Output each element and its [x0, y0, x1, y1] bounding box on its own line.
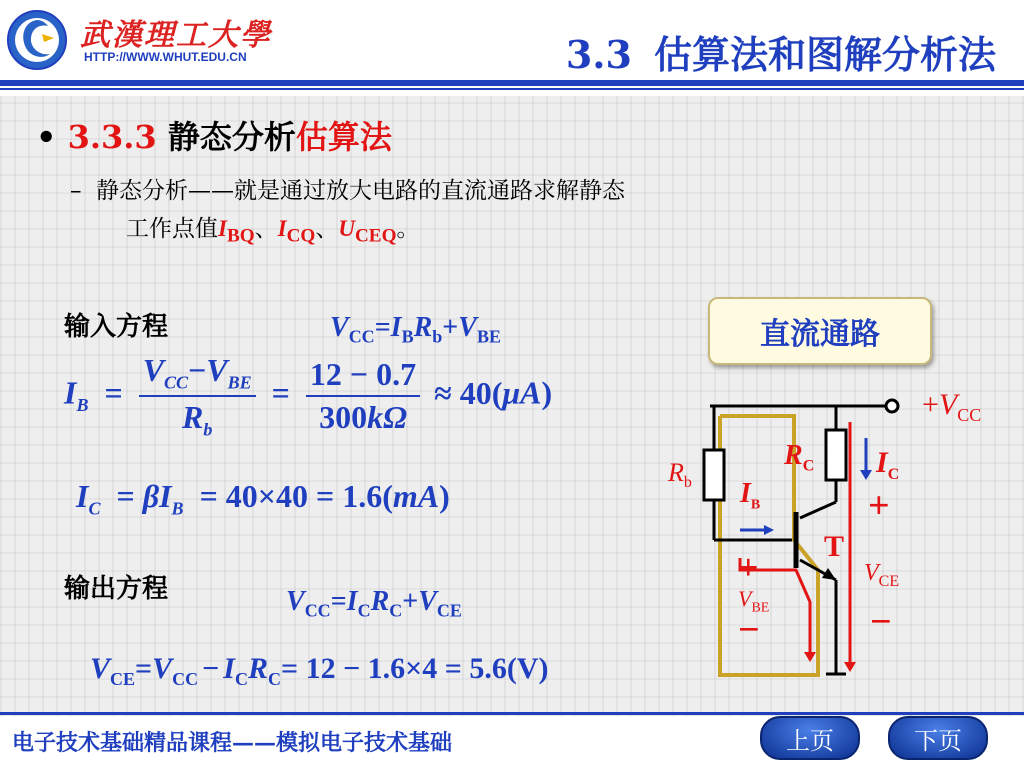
fraction-symbolic: $\frac{V_{CC}-V_{BE}}{R_b}$: [139, 352, 256, 441]
bullet-dot-icon: •: [36, 118, 57, 156]
section-number: 3.3: [565, 32, 632, 77]
page-title: [566, 24, 996, 79]
vce-plus: +: [868, 485, 890, 527]
bullet-title-highlight: 估算法: [295, 118, 392, 156]
rc-resistor: [826, 430, 846, 480]
bullet-heading: [36, 112, 392, 158]
vcc-label: $+V_{CC}$: [922, 388, 982, 425]
slide-header: [0, 0, 1024, 94]
vce-calculation: $V_{CE}=V_{CC} - I_CR_C= 12 - 1.6\times 4 = 5.6(V)$: [90, 652, 549, 689]
collector-wire: [800, 502, 836, 518]
output-equation-label: 输出方程: [64, 574, 169, 604]
sub-bullet-line2: 工作点值$I_{BQ}$、$I_{CQ}$、$U_{CEQ}$。: [126, 216, 420, 247]
section-title: 估算法和图解分析法: [653, 32, 996, 77]
header-rule-thin: [0, 88, 1024, 90]
transistor-label: T: [824, 530, 845, 563]
output-equation: $V_{CC}=I_CR_C+V_{CE}$: [286, 586, 462, 621]
rc-label: $R_C$: [784, 440, 815, 475]
sub-bullet-line1: 静态分析——就是通过放大电路的直流通路求解静态: [96, 178, 625, 204]
collector-current-formula: $I_C = \beta I_B = 40\times 40 = 1.6(mA)$: [76, 478, 450, 519]
ic-label: $I_C$: [876, 446, 900, 483]
dc-path-callout: 直流通路: [708, 297, 932, 365]
input-equation-label: 输入方程: [64, 312, 169, 342]
ic-arrowhead-icon: [860, 470, 872, 480]
vbe-minus: −: [738, 609, 760, 651]
fraction-numeric: $\frac{12 - 0.7}{300k\Omega}$: [306, 356, 420, 436]
vbe-plus: +: [738, 547, 759, 587]
bullet-title: 静态分析: [167, 118, 296, 156]
vce-minus: −: [870, 601, 892, 643]
next-page-button[interactable]: 下页: [888, 716, 988, 760]
rb-resistor: [704, 450, 724, 500]
footer-rule: [0, 712, 1024, 715]
dash-marker: –: [70, 178, 82, 204]
input-equation: $V_{CC}=I_BR_b+V_{BE}$: [330, 312, 501, 347]
course-name: 电子技术基础精品课程——模拟电子技术基础: [12, 730, 453, 756]
university-name: 武漢理工大學: [80, 18, 272, 53]
loop-arrowhead-icon: [844, 662, 856, 672]
university-url: HTTP://WWW.WHUT.EDU.CN: [84, 50, 247, 64]
base-current-formula: $I_B$ = $\frac{V_{CC}-V_{BE}}{R_b}$ = $\frac{12 - 0.7}{300k\Omega}$ ≈ 40(μA): [64, 352, 553, 440]
vbe-label: $V_{BE}$: [738, 586, 770, 616]
university-emblem-icon: [6, 6, 68, 74]
vcc-terminal: [886, 400, 898, 412]
rb-label: $R_b$: [668, 458, 692, 492]
header-rule: [0, 80, 1024, 86]
bullet-number: 3.3.3: [67, 118, 157, 156]
ib-label: $I_B$: [740, 478, 761, 513]
prev-page-button[interactable]: 上页: [760, 716, 860, 760]
vbe-arrowhead-icon: [804, 652, 816, 662]
ib-arrowhead-icon: [764, 525, 774, 535]
dc-path-circuit-diagram: [700, 380, 1024, 710]
vce-label: $V_{CE}$: [864, 560, 900, 590]
sub-bullet: [70, 172, 916, 256]
